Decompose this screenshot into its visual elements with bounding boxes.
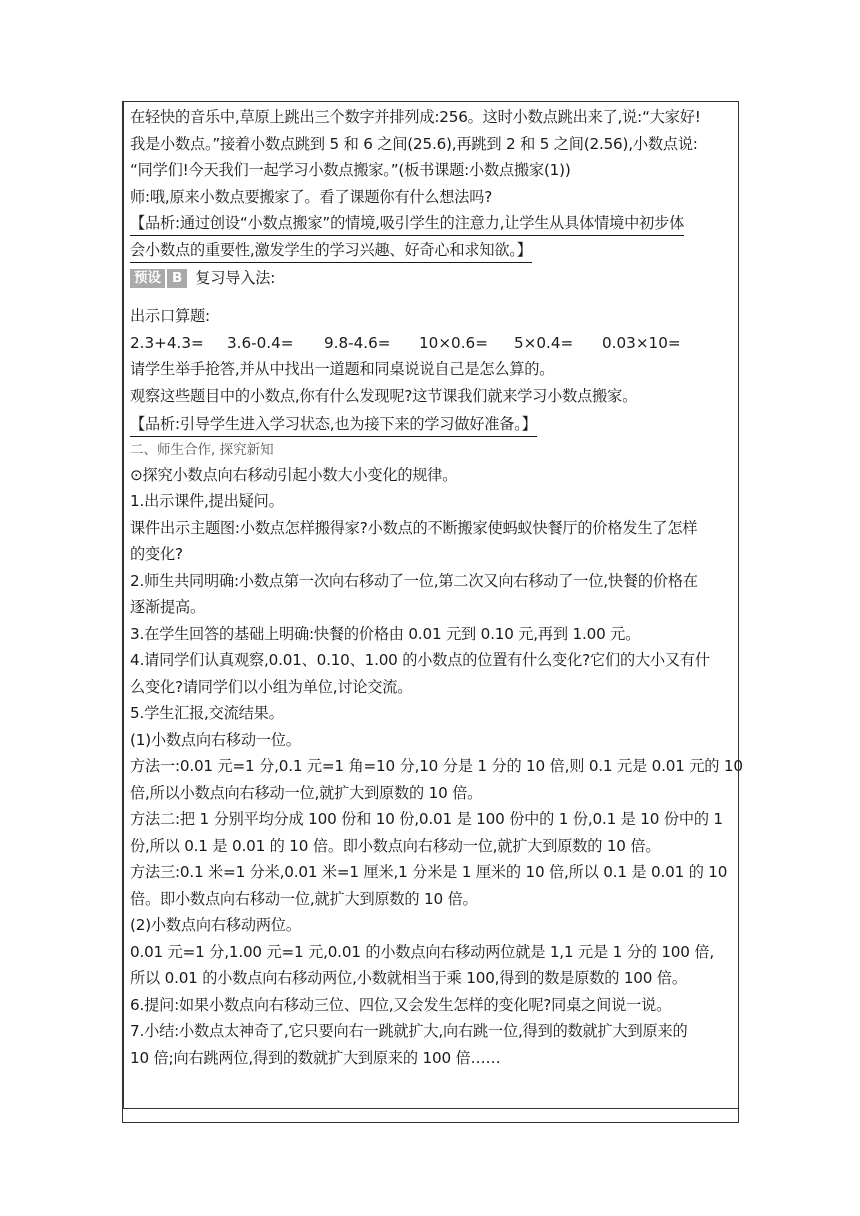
step-line: 3.在学生回答的基础上明确:快餐的价格由 0.01 元到 0.10 元,再到 1.00 元。 bbox=[130, 624, 641, 643]
oral-problem: 5×0.4= bbox=[514, 333, 574, 352]
oral-problem: 10×0.6= bbox=[419, 333, 488, 352]
step-line: 逐渐提高。 bbox=[130, 598, 205, 616]
preset-heading bbox=[130, 265, 732, 291]
step-line: 方法一:0.01 元=1 分,0.1 元=1 角=10 分,10 分是 1 分的 10 倍,则 0.1 元是 0.01 元的 10 bbox=[130, 757, 743, 775]
intro-line: 在轻快的音乐中,草原上跳出三个数字并排列成:256。这时小数点跳出来了,说:“大家好! bbox=[130, 108, 701, 126]
step-line: 5.学生汇报,交流结果。 bbox=[130, 704, 284, 722]
analysis-text: 【品析:引导学生进入学习状态,也为接下来的学习做好准备。】 bbox=[130, 412, 537, 437]
oral-problem: 2.3+4.3= bbox=[130, 333, 204, 352]
step-line: 方法二:把 1 分别平均分成 100 份和 10 份,0.01 是 100 份中的 1 份,0.1 是 10 份中的 1 bbox=[130, 810, 723, 828]
intro-line: 师:哦,原来小数点要搬家了。看了课题你有什么想法吗? bbox=[130, 187, 493, 206]
analysis-line bbox=[130, 411, 732, 438]
step-line: 倍。即小数点向右移动一位,就扩大到原数的 10 倍。 bbox=[130, 889, 478, 908]
preset-letter: B bbox=[167, 269, 187, 288]
lesson-content bbox=[130, 104, 743, 1071]
analysis-line bbox=[130, 237, 732, 264]
intro-line: “同学们!今天我们一起学习小数点搬家。”(板书课题:小数点搬家(1)) bbox=[130, 161, 571, 179]
intro-line: 我是小数点。”接着小数点跳到 5 和 6 之间(25.6),再跳到 2 和 5 之间(2.56),小数点说: bbox=[130, 134, 698, 153]
step-line: 的变化? bbox=[130, 545, 183, 563]
step-line: 份,所以 0.1 是 0.01 的 10 倍。即小数点向右移动一位,就扩大到原数的 10 倍。 bbox=[130, 836, 661, 855]
step-line: 么变化?请同学们以小组为单位,讨论交流。 bbox=[130, 677, 413, 696]
analysis-text: 【品析:通过创设“小数点搬家”的情境,吸引学生的注意力,让学生从具体情境中初步体 bbox=[130, 211, 684, 236]
preset-tag: 预设 bbox=[130, 269, 165, 288]
table-left-border bbox=[122, 101, 124, 1109]
step-line: 课件出示主题图:小数点怎样搬得家?小数点的不断搬家使蚂蚁快餐厅的价格发生了怎样 bbox=[130, 518, 698, 537]
oral-problems bbox=[130, 330, 732, 357]
step-line: 7.小结:小数点太神奇了,它只要向右一跳就扩大,向右跳一位,得到的数就扩大到原来的 bbox=[130, 1022, 688, 1040]
body-line: 观察这些题目中的小数点,你有什么发现呢?这节课我们就来学习小数点搬家。 bbox=[130, 386, 638, 405]
step-line: 10 倍;向右跳两位,得到的数就扩大到原来的 100 倍…… bbox=[130, 1048, 501, 1067]
oral-problem: 3.6-0.4= bbox=[227, 333, 294, 352]
analysis-line bbox=[130, 210, 732, 237]
step-line: 6.提问:如果小数点向右移动三位、四位,又会发生怎样的变化呢?同桌之间说一说。 bbox=[130, 995, 672, 1014]
oral-title: 出示口算题: bbox=[130, 307, 210, 325]
explore-title: ⊙探究小数点向右移动引起小数大小变化的规律。 bbox=[130, 465, 458, 484]
body-line: 请学生举手抢答,并从中找出一道题和同桌说说自己是怎么算的。 bbox=[130, 360, 555, 378]
preset-title: 复习导入法: bbox=[195, 268, 276, 287]
step-line: 方法三:0.1 米=1 分米,0.01 米=1 厘米,1 分米是 1 厘米的 10 倍,所以 0.1 是 0.01 的 10 bbox=[130, 863, 728, 881]
oral-problem: 9.8-4.6= bbox=[324, 333, 391, 352]
step-line: 所以 0.01 的小数点向右移动两位,小数就相当于乘 100,得到的数是原数的 100 倍。 bbox=[130, 969, 687, 987]
table-bottom-border bbox=[122, 1108, 739, 1109]
step-line: 2.师生共同明确:小数点第一次向右移动了一位,第二次又向右移动了一位,快餐的价格在 bbox=[130, 571, 698, 590]
oral-problem: 0.03×10= bbox=[602, 333, 681, 352]
section-heading: 二、师生合作, 探究新知 bbox=[130, 441, 274, 458]
step-line: 0.01 元=1 分,1.00 元=1 元,0.01 的小数点向右移动两位就是 1,1 元是 1 分的 100 倍, bbox=[130, 942, 714, 961]
step-line: 倍,所以小数点向右移动一位,就扩大到原数的 10 倍。 bbox=[130, 783, 483, 802]
step-line: (2)小数点向右移动两位。 bbox=[130, 916, 301, 934]
step-line: (1)小数点向右移动一位。 bbox=[130, 730, 301, 749]
step-line: 1.出示课件,提出疑问。 bbox=[130, 492, 284, 510]
step-line: 4.请同学们认真观察,0.01、0.10、1.00 的小数点的位置有什么变化?它们的大小又有什 bbox=[130, 651, 710, 669]
analysis-text: 会小数点的重要性,激发学生的学习兴趣、好奇心和求知欲。】 bbox=[130, 238, 532, 263]
